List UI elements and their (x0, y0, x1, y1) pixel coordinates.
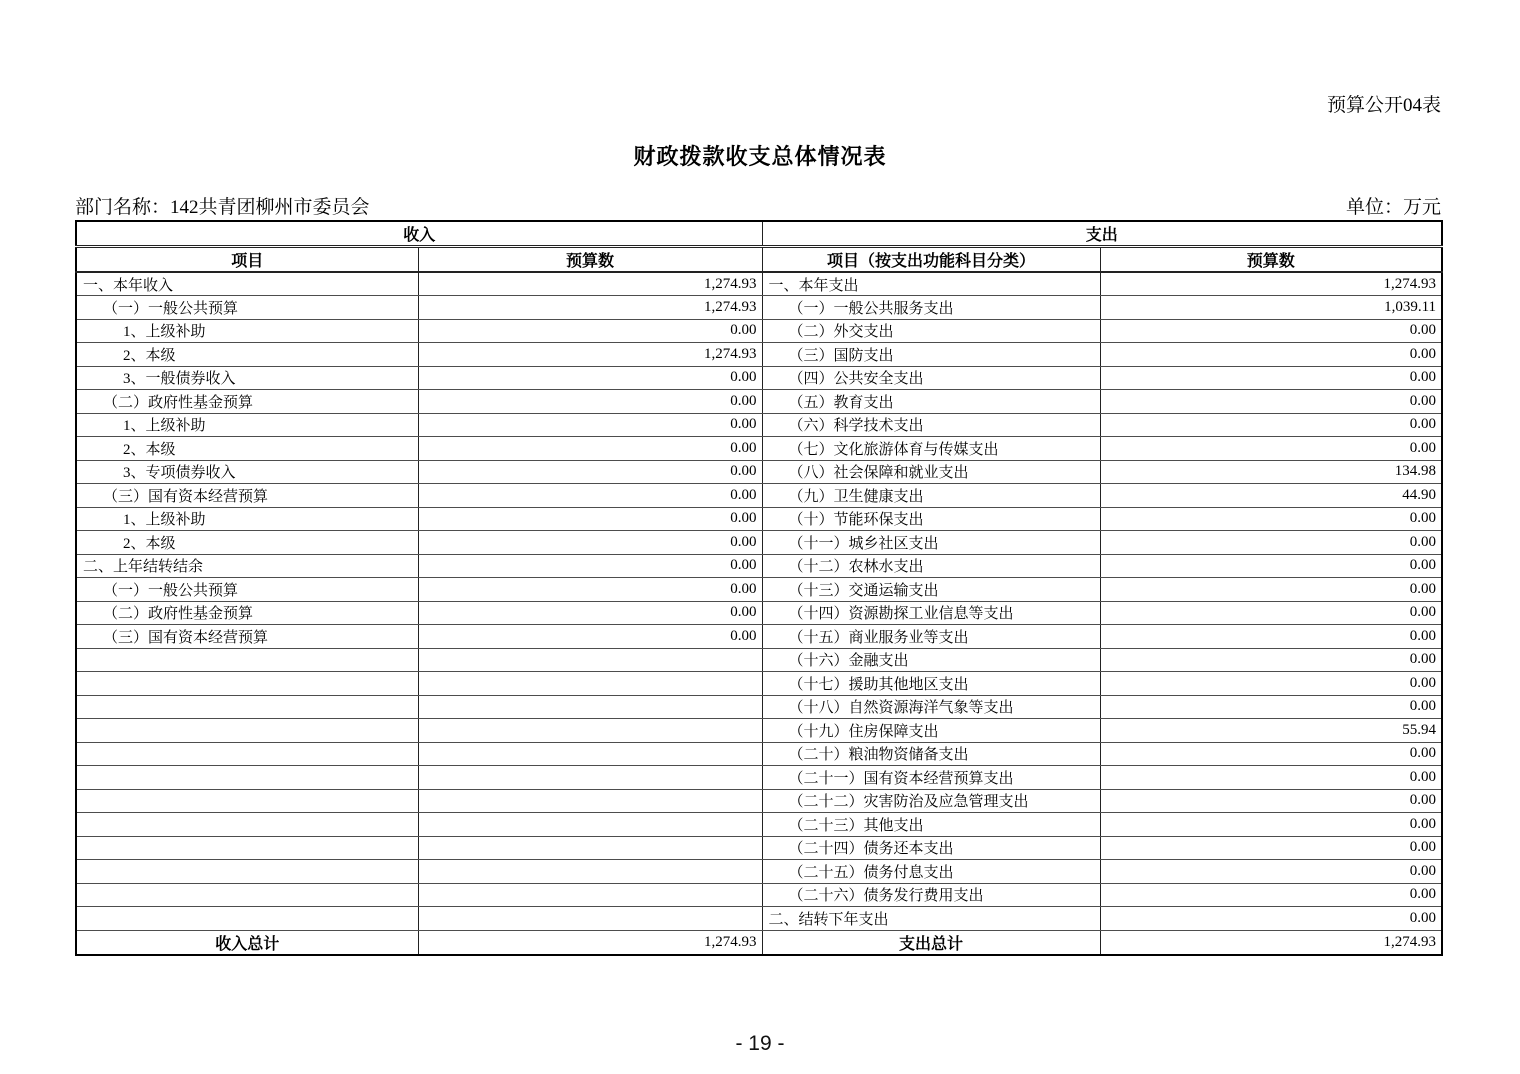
income-value-cell (418, 883, 762, 907)
table-row (76, 742, 1442, 766)
income-value-cell (418, 789, 762, 813)
table-row (76, 601, 1442, 625)
page-number: - 19 - (735, 1032, 785, 1055)
income-item-cell: （三）国有资本经营预算 (76, 625, 418, 649)
expenditure-item-cell: （十二）农林水支出 (762, 554, 1100, 578)
expenditure-item-cell: 一、本年支出 (762, 272, 1100, 296)
income-value-cell (418, 907, 762, 931)
expenditure-total-label: 支出总计 (762, 930, 1100, 955)
expenditure-item-cell: （十九）住房保障支出 (762, 719, 1100, 743)
expenditure-value-cell: 44.90 (1100, 484, 1442, 508)
table-row (76, 413, 1442, 437)
expenditure-value-cell: 0.00 (1100, 836, 1442, 860)
expenditure-value-cell: 0.00 (1100, 883, 1442, 907)
income-item-cell: （二）政府性基金预算 (76, 601, 418, 625)
expenditure-item-cell: 二、结转下年支出 (762, 907, 1100, 931)
income-item-cell: 2、本级 (76, 531, 418, 555)
income-value-cell (418, 672, 762, 696)
income-value-cell (418, 742, 762, 766)
expenditure-value-cell: 0.00 (1100, 578, 1442, 602)
income-value-cell: 0.00 (418, 460, 762, 484)
income-value-cell (418, 860, 762, 884)
table-row (76, 272, 1442, 296)
income-value-cell (418, 766, 762, 790)
income-item-cell (76, 719, 418, 743)
income-item-cell (76, 672, 418, 696)
expenditure-value-cell: 0.00 (1100, 648, 1442, 672)
expenditure-value-cell: 0.00 (1100, 766, 1442, 790)
page-title: 财政拨款收支总体情况表 (633, 144, 887, 169)
income-item-cell (76, 766, 418, 790)
table-row (76, 319, 1442, 343)
expenditure-item-cell: （十四）资源勘探工业信息等支出 (762, 601, 1100, 625)
income-value-cell: 0.00 (418, 319, 762, 343)
expenditure-value-cell: 1,274.93 (1100, 272, 1442, 296)
income-value-cell: 0.00 (418, 578, 762, 602)
expenditure-value-cell: 0.00 (1100, 413, 1442, 437)
income-item-cell: （一）一般公共预算 (76, 296, 418, 320)
expenditure-item-cell: （九）卫生健康支出 (762, 484, 1100, 508)
table-row (76, 695, 1442, 719)
income-item-cell: 2、本级 (76, 437, 418, 461)
expenditure-item-cell: （十七）援助其他地区支出 (762, 672, 1100, 696)
income-item-cell: （二）政府性基金预算 (76, 390, 418, 414)
income-item-cell (76, 789, 418, 813)
section-header-row (76, 221, 1442, 247)
expenditure-value-cell: 1,039.11 (1100, 296, 1442, 320)
col-header-income-budget: 预算数 (418, 247, 762, 273)
expenditure-item-cell: （八）社会保障和就业支出 (762, 460, 1100, 484)
income-item-cell: 1、上级补助 (76, 319, 418, 343)
income-value-cell: 1,274.93 (418, 296, 762, 320)
expenditure-value-cell: 0.00 (1100, 625, 1442, 649)
income-item-cell: 1、上级补助 (76, 507, 418, 531)
table-row (76, 789, 1442, 813)
expenditure-item-cell: （二十二）灾害防治及应急管理支出 (762, 789, 1100, 813)
income-value-cell: 0.00 (418, 413, 762, 437)
income-item-cell: （三）国有资本经营预算 (76, 484, 418, 508)
income-total-value: 1,274.93 (418, 930, 762, 955)
expenditure-value-cell: 0.00 (1100, 554, 1442, 578)
income-value-cell: 0.00 (418, 390, 762, 414)
income-value-cell (418, 836, 762, 860)
expenditure-item-cell: （十六）金融支出 (762, 648, 1100, 672)
table-row (76, 296, 1442, 320)
income-item-cell: 1、上级补助 (76, 413, 418, 437)
expenditure-item-cell: （二）外交支出 (762, 319, 1100, 343)
form-number-label: 预算公开04表 (1326, 95, 1441, 116)
table-row (76, 531, 1442, 555)
expenditure-value-cell: 0.00 (1100, 860, 1442, 884)
table-row (76, 390, 1442, 414)
table-row (76, 437, 1442, 461)
unit-label: 单位：万元 (1345, 197, 1441, 218)
expenditure-value-cell: 0.00 (1100, 813, 1442, 837)
income-value-cell: 1,274.93 (418, 272, 762, 296)
income-item-cell (76, 907, 418, 931)
income-item-cell (76, 695, 418, 719)
meta-row (75, 192, 1441, 219)
table-row (76, 578, 1442, 602)
expenditure-item-cell: （二十三）其他支出 (762, 813, 1100, 837)
expenditure-item-cell: （四）公共安全支出 (762, 366, 1100, 390)
income-value-cell (418, 648, 762, 672)
table-row (76, 460, 1442, 484)
table-row (76, 554, 1442, 578)
expenditure-item-cell: （二十）粮油物资储备支出 (762, 742, 1100, 766)
income-value-cell: 0.00 (418, 625, 762, 649)
income-item-cell: 3、专项债券收入 (76, 460, 418, 484)
col-header-expenditure-item: 项目（按支出功能科目分类） (762, 247, 1100, 273)
expenditure-value-cell: 0.00 (1100, 390, 1442, 414)
department-name: 部门名称：142共青团柳州市委员会 (75, 197, 370, 218)
expenditure-value-cell: 0.00 (1100, 319, 1442, 343)
income-item-cell: 3、一般债券收入 (76, 366, 418, 390)
table-row (76, 672, 1442, 696)
income-item-cell (76, 742, 418, 766)
expenditure-value-cell: 0.00 (1100, 437, 1442, 461)
table-row (76, 366, 1442, 390)
expenditure-item-cell: （三）国防支出 (762, 343, 1100, 367)
table-row (76, 813, 1442, 837)
table-row (76, 883, 1442, 907)
col-header-income-item: 项目 (76, 247, 418, 273)
income-item-cell: 2、本级 (76, 343, 418, 367)
income-value-cell (418, 813, 762, 837)
expenditure-item-cell: （十）节能环保支出 (762, 507, 1100, 531)
income-value-cell: 0.00 (418, 554, 762, 578)
income-item-cell (76, 813, 418, 837)
income-value-cell: 0.00 (418, 531, 762, 555)
income-value-cell: 0.00 (418, 484, 762, 508)
expenditure-item-cell: （十一）城乡社区支出 (762, 531, 1100, 555)
expenditure-item-cell: （七）文化旅游体育与传媒支出 (762, 437, 1100, 461)
table-row (76, 625, 1442, 649)
expenditure-value-cell: 0.00 (1100, 695, 1442, 719)
income-value-cell (418, 695, 762, 719)
income-value-cell: 1,274.93 (418, 343, 762, 367)
expenditure-item-cell: （一）一般公共服务支出 (762, 296, 1100, 320)
table-row (76, 484, 1442, 508)
table-row (76, 766, 1442, 790)
income-total-label: 收入总计 (76, 930, 418, 955)
expenditure-value-cell: 0.00 (1100, 507, 1442, 531)
expenditure-value-cell: 0.00 (1100, 742, 1442, 766)
table-row (76, 907, 1442, 931)
income-value-cell (418, 719, 762, 743)
expenditure-value-cell: 0.00 (1100, 601, 1442, 625)
expenditure-value-cell: 0.00 (1100, 531, 1442, 555)
col-header-expenditure-budget: 预算数 (1100, 247, 1442, 273)
table-body (76, 272, 1442, 930)
expenditure-item-cell: （二十五）债务付息支出 (762, 860, 1100, 884)
column-header-row (76, 247, 1442, 273)
expenditure-item-cell: （六）科学技术支出 (762, 413, 1100, 437)
expenditure-item-cell: （十八）自然资源海洋气象等支出 (762, 695, 1100, 719)
income-item-cell (76, 860, 418, 884)
expenditure-section-header: 支出 (762, 221, 1442, 247)
expenditure-item-cell: （二十六）债务发行费用支出 (762, 883, 1100, 907)
income-value-cell: 0.00 (418, 437, 762, 461)
expenditure-value-cell: 0.00 (1100, 907, 1442, 931)
income-value-cell: 0.00 (418, 507, 762, 531)
table-row (76, 719, 1442, 743)
table-row (76, 860, 1442, 884)
expenditure-value-cell: 55.94 (1100, 719, 1442, 743)
table-row (76, 507, 1442, 531)
expenditure-value-cell: 0.00 (1100, 789, 1442, 813)
income-item-cell: 一、本年收入 (76, 272, 418, 296)
expenditure-item-cell: （十三）交通运输支出 (762, 578, 1100, 602)
income-section-header: 收入 (76, 221, 762, 247)
income-item-cell (76, 648, 418, 672)
income-item-cell (76, 883, 418, 907)
expenditure-item-cell: （二十一）国有资本经营预算支出 (762, 766, 1100, 790)
table-row (76, 343, 1442, 367)
table-row (76, 836, 1442, 860)
budget-table (75, 220, 1443, 956)
income-item-cell (76, 836, 418, 860)
expenditure-value-cell: 134.98 (1100, 460, 1442, 484)
income-item-cell: 二、上年结转结余 (76, 554, 418, 578)
expenditure-value-cell: 0.00 (1100, 366, 1442, 390)
expenditure-value-cell: 0.00 (1100, 672, 1442, 696)
income-value-cell: 0.00 (418, 601, 762, 625)
expenditure-item-cell: （五）教育支出 (762, 390, 1100, 414)
income-item-cell: （一）一般公共预算 (76, 578, 418, 602)
expenditure-value-cell: 0.00 (1100, 343, 1442, 367)
total-row (76, 930, 1442, 955)
income-value-cell: 0.00 (418, 366, 762, 390)
table-row (76, 648, 1442, 672)
expenditure-item-cell: （十五）商业服务业等支出 (762, 625, 1100, 649)
expenditure-item-cell: （二十四）债务还本支出 (762, 836, 1100, 860)
expenditure-total-value: 1,274.93 (1100, 930, 1442, 955)
